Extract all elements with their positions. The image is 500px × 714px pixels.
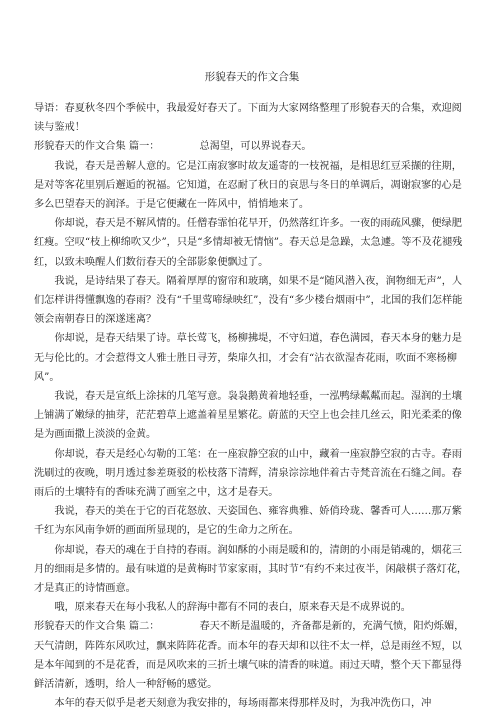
paragraph: 你却说，春天的魂在于自持的春雨。润如酥的小雨是暖和的，清朗的小雨是销魂的，烟花三月的细雨是多情的。最有味道的是黄梅时节家家雨，其时节“有约不来过夜半，闲敲棋子落灯花，才是真正的诗情画意。 <box>34 544 468 595</box>
paragraph: 你却说，是春天结果了诗。草长莺飞，杨柳拂堤，不守妇道，春色满园，春天本身的魅力是无与伦比的。才会惹得文人雅士胜日寻芳，柴扉久扣，才会有“沾衣欲湿杏花雨，吹面不寒杨柳风”。 <box>34 333 462 383</box>
section-two-heading <box>34 617 470 694</box>
document-title: 形貌春天的作文合集 <box>204 71 300 83</box>
intro-paragraph: 导语：春夏秋冬四个季候中，我最爱好春天了。下面为大家网络整理了形貌春天的合集，欢迎阅读与鉴戒！ <box>34 103 462 134</box>
paragraph: 我说，春天是宣纸上涂抹的几笔写意。袅袅鹅黄着地轻垂，一泓鸭绿粼粼而起。湿润的土壤上铺满了嫩绿的抽芽，茫茫碧草上遮盖着星星繁花。蔚蓝的天空上也会挂几丝云，阳光柔柔的像是为画面撒上淡淡的金黄。 <box>34 391 462 441</box>
section-one-heading <box>34 137 470 156</box>
section-two-lead: 春天不断是温暖的，齐备都是新的，充满气愤，阳灼烁媚，天气清朗，阵阵东风吹过，飘来阵阵花香。而本年的春天却和以往不太一样，总是雨丝不短，以是本年闻到的不是花香，而是风吹来的三折土壤气味的清香的味道。雨过天晴，整个天下都显得鲜活清新，透明，给人一种舒畅的感觉。 <box>34 621 465 691</box>
paragraph: 你却说，春天是不解风情的。任僧春霏怕花早开，仍然落红许多。一夜的雨疏风骤，便绿肥红瘦。空叹“枝上柳绵吹又少”，只是“多情却被无情恼”。春天总是急躁，太急遽。等不及花褪残红，以致未唤醒人们数衍春天的全部影象便飘过了。 <box>34 218 463 268</box>
paragraph: 我说，春天的美在于它的百花怒放、天姿国色、雍容典雅、娇俏玲珑、馨香可人……那万紫千红为东风南争妍的画面所显现的，是它的生命力之所在。 <box>34 506 462 537</box>
paragraph: 本年的春天似乎是老天刻意为我安排的，每场雨都来得那样及时，为我冲洗伤口，冲 <box>54 698 432 710</box>
paragraph: 哦，原来春天在每小我私人的辞海中都有不同的表白，原来春天是不成界说的。 <box>54 602 411 614</box>
section-one-lead: 总渴望，可以界说春天。 <box>199 141 312 153</box>
section-two-label: 形貌春天的作文合集 篇二： <box>34 621 160 633</box>
section-one-label: 形貌春天的作文合集 篇一： <box>34 141 160 153</box>
paragraph: 我说，是诗结果了春天。隔着厚厚的窗帘和玻璃，如果不是“随风潜入夜，润物细无声”，人们怎样讲得懂飘逸的春雨？没有“千里莺啼绿映红”，没有“多少楼台烟雨中”，北国的我们怎样能领会南朝春日的深遂迷离？ <box>34 275 463 326</box>
paragraph: 你却说，春天是经心勾勒的工笔：在一座寂静空寂的山中，藏着一座寂静空寂的古寺。春雨洗刷过的夜晚，明月透过参差斑驳的松枝落下清辉，清泉淙淙地伴着古寺梵音流在石缝之间。春雨后的土壤特有的香味充满了画室之中，这才是春天。 <box>34 448 462 499</box>
paragraph: 我说，春天是善解人意的。它是江南寂寥时故友遥寄的一枝祝福，是相思红豆采撷的往期，是对等客花里别后邂逅的祝福。它知道，在忍耐了秋日的哀思与冬日的单调后，凋谢寂寥的心是多么巴望春天的润泽。于是它便藏在一阵风中，悄悄地来了。 <box>34 160 462 211</box>
